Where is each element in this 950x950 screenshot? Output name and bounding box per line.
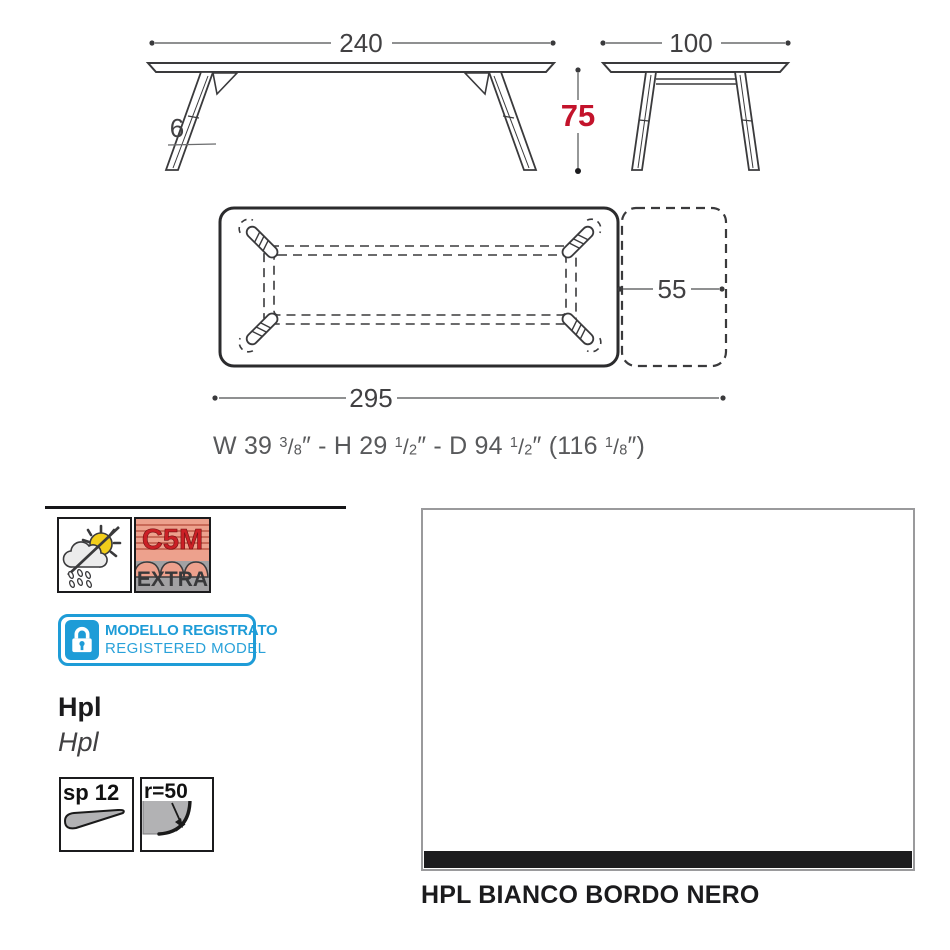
finish-swatch	[421, 508, 915, 871]
material-name-translation: Hpl	[58, 727, 99, 757]
dim-label-extension: 55	[657, 274, 687, 304]
black-edge-bar	[424, 851, 912, 868]
padlock-tile	[65, 620, 99, 660]
c5m-label: C5M	[141, 524, 204, 556]
registered-model-line2: REGISTERED MODEL	[105, 640, 267, 657]
dim-label-total: 295	[349, 383, 393, 413]
registered-model-line1: MODELLO REGISTRATO	[105, 621, 278, 639]
registered-model-badge	[58, 614, 278, 666]
front-view	[148, 28, 556, 170]
technical-drawing	[0, 0, 950, 470]
finish-caption: HPL BIANCO BORDO NERO	[421, 881, 760, 909]
imperial-dimensions: W 39 $^3/_8''$ - H 29 $^1/_2''$ - D 94 $^1/_2''$ (116 $^1/_8''$)	[213, 432, 646, 460]
c5m-extra-icon	[136, 519, 209, 591]
corner-radius-badge	[140, 777, 214, 852]
corner-radius-icon	[142, 779, 212, 850]
divider-line	[45, 506, 346, 509]
dim-label-side-depth: 100	[669, 28, 713, 58]
top-view	[212, 208, 726, 413]
padlock-icon	[67, 623, 97, 657]
dim-label-height: 75	[560, 98, 596, 133]
c5m-extra-badge	[134, 517, 211, 593]
extra-label: EXTRA	[136, 568, 209, 591]
outdoor-use-badge	[57, 517, 132, 593]
dim-label-leg-thickness: 6	[169, 113, 185, 143]
edge-profile-icon	[61, 779, 132, 850]
sp12-label: sp 12	[63, 780, 120, 805]
sun-rain-icon	[59, 519, 130, 591]
material-name: Hpl	[58, 692, 102, 722]
top-thickness-badge	[59, 777, 134, 852]
side-view	[561, 28, 791, 174]
dim-label-front-width: 240	[339, 28, 383, 58]
r50-label: r=50	[144, 780, 188, 803]
